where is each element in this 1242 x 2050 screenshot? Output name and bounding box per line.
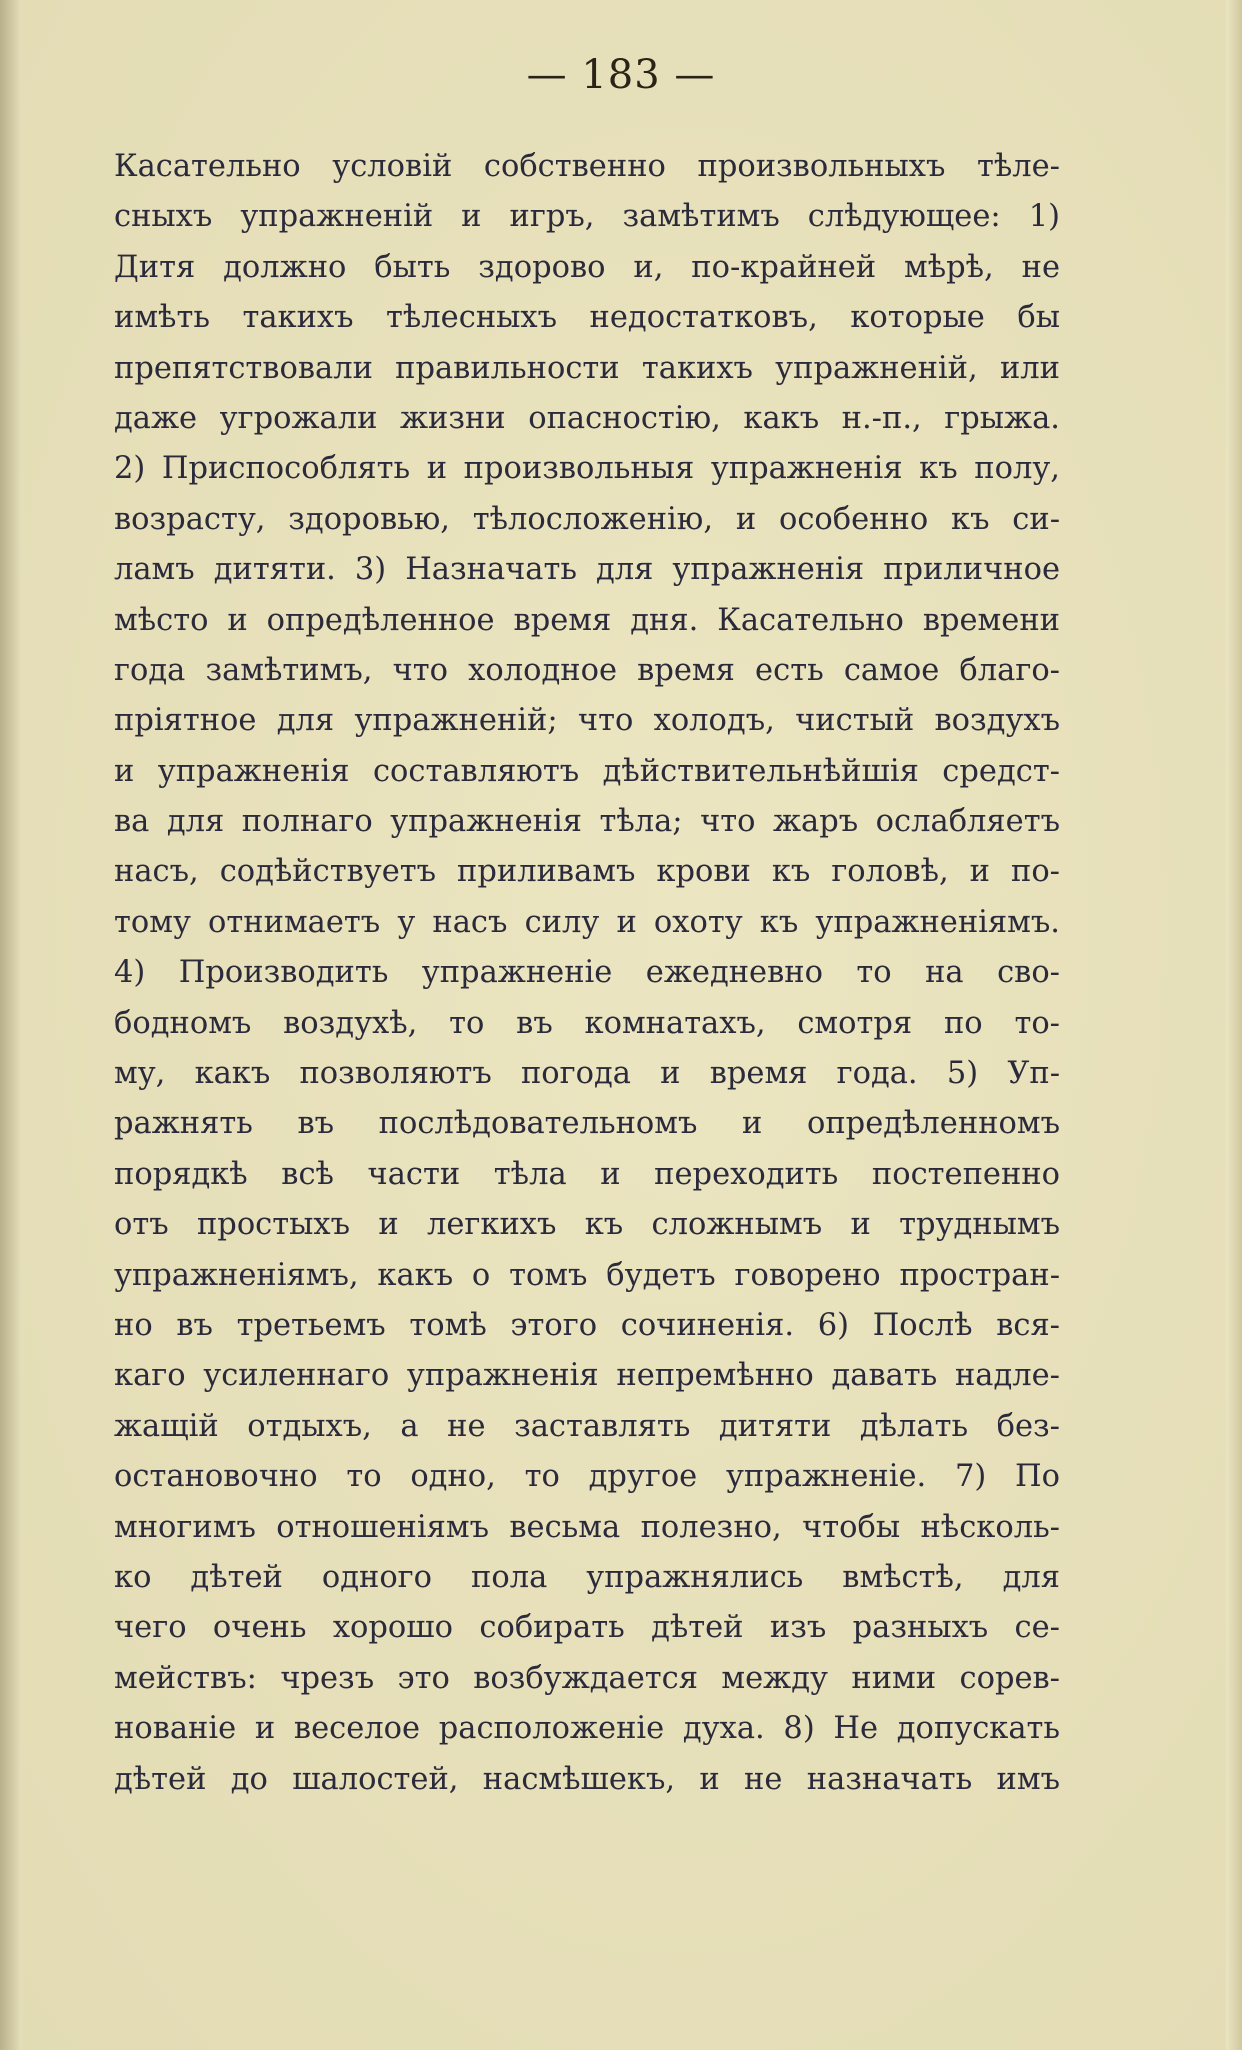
text-line: остановочно то одно, то другое упражненіе. 7) По	[114, 1459, 1060, 1495]
page-number: — 183 —	[526, 52, 716, 98]
text-line: 2) Приспособлять и произвольныя упражненія къ полу,	[114, 451, 1060, 487]
text-line: ражнять въ послѣдовательномъ и опредѣленномъ	[114, 1106, 1060, 1142]
page-right-edge	[1226, 0, 1242, 2050]
text-line: тому отнимаетъ у насъ силу и охоту къ упражненіямъ.	[114, 904, 1060, 940]
text-line: имѣть такихъ тѣлесныхъ недостатковъ, которые бы	[114, 300, 1060, 336]
text-line: мѣсто и опредѣленное время дня. Касательно времени	[114, 602, 1060, 638]
text-line: многимъ отношеніямъ весьма полезно, чтобы нѣсколь-	[114, 1509, 1060, 1545]
text-line: Дитя должно быть здорово и, по-крайней мѣрѣ, не	[114, 249, 1060, 285]
text-line: возрасту, здоровью, тѣлосложенію, и особенно къ си-	[114, 501, 1060, 537]
text-line: упражненіямъ, какъ о томъ будетъ говорено простран-	[114, 1257, 1060, 1293]
text-line: и упражненія составляютъ дѣйствительнѣйшія средст-	[114, 753, 1060, 789]
text-line: отъ простыхъ и легкихъ къ сложнымъ и труднымъ	[114, 1207, 1060, 1243]
text-line: нованіе и веселое расположеніе духа. 8) Не допускать	[114, 1711, 1060, 1747]
text-line: но въ третьемъ томѣ этого сочиненія. 6) Послѣ вся-	[114, 1307, 1060, 1343]
text-line: чего очень хорошо собирать дѣтей изъ разныхъ се-	[114, 1610, 1060, 1646]
text-line: ва для полнаго упражненія тѣла; что жаръ ослабляетъ	[114, 804, 1060, 840]
text-line: дѣтей до шалостей, насмѣшекъ, и не назначать имъ	[114, 1761, 1060, 1797]
text-line: мействъ: чрезъ это возбуждается между ними сорев-	[114, 1660, 1060, 1696]
text-line: бодномъ воздухѣ, то въ комнатахъ, смотря по то-	[114, 1005, 1060, 1041]
text-line: даже угрожали жизни опасностію, какъ н.-п., грыжа.	[114, 400, 1060, 436]
text-line: препятствовали правильности такихъ упражненій, или	[114, 350, 1060, 386]
page-left-edge	[0, 0, 22, 2050]
text-line: ко дѣтей одного пола упражнялись вмѣстѣ, для	[114, 1559, 1060, 1595]
text-line: жащій отдыхъ, а не заставлять дитяти дѣлать без-	[114, 1408, 1060, 1444]
text-line: насъ, содѣйствуетъ приливамъ крови къ головѣ, и по-	[114, 854, 1060, 890]
text-line: ламъ дитяти. 3) Назначать для упражненія приличное	[114, 552, 1060, 588]
text-line: порядкѣ всѣ части тѣла и переходить постепенно	[114, 1156, 1060, 1192]
text-line: года замѣтимъ, что холодное время есть самое благо-	[114, 652, 1060, 688]
body-text	[114, 142, 1060, 1805]
text-line: пріятное для упражненій; что холодъ, чистый воздухъ	[114, 703, 1060, 739]
text-line: Касательно условій собственно произвольныхъ тѣле-	[114, 149, 1060, 184]
text-line: сныхъ упражненій и игръ, замѣтимъ слѣдующее: 1)	[114, 199, 1060, 235]
text-line: 4) Производить упражненіе ежедневно то на сво-	[114, 955, 1060, 991]
text-line: каго усиленнаго упражненія непремѣнно давать надле-	[114, 1358, 1060, 1394]
text-line: му, какъ позволяютъ погода и время года. 5) Уп-	[114, 1056, 1060, 1092]
